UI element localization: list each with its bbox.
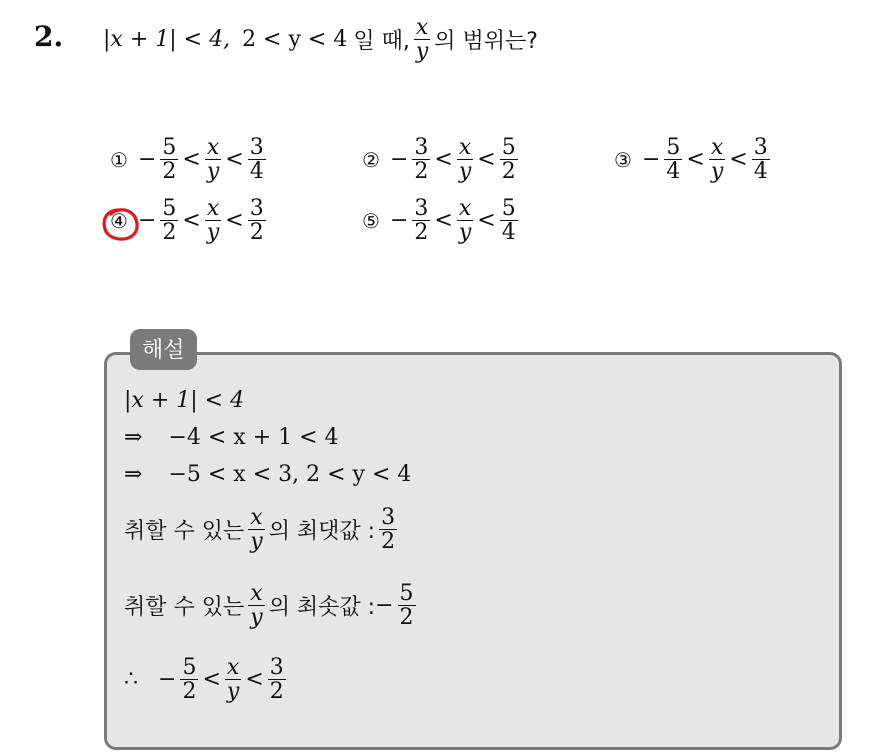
max-label: 의 최댓값 : (268, 519, 376, 545)
fraction-numerator: x (206, 196, 220, 221)
min-label: 의 최솟값 : (268, 595, 376, 621)
fraction-numerator: 5 (501, 196, 516, 221)
less-than: < (182, 147, 201, 173)
fraction-numerator: x (226, 655, 240, 680)
choice-number: ① (110, 147, 128, 172)
fraction-numerator: x (458, 135, 472, 160)
less-than: < (245, 667, 264, 693)
minus-sign: − (137, 208, 157, 234)
solution-line-1 (124, 388, 244, 413)
fraction-numerator: 3 (381, 505, 396, 530)
x-over-y-fraction (248, 582, 264, 629)
less-than: < (434, 147, 453, 173)
fraction-denominator: 2 (162, 220, 177, 246)
fraction-numerator: 3 (414, 135, 429, 160)
fraction-denominator: 4 (753, 159, 768, 185)
condition-y: 2 < y < 4 (242, 27, 348, 53)
implies-arrow: ⇒ (124, 462, 143, 487)
choice-5[interactable] (362, 197, 522, 244)
x-over-y-fraction (457, 136, 473, 183)
minus-sign: − (641, 147, 661, 173)
fraction-denominator: 4 (666, 159, 681, 185)
fraction-denominator: y (250, 529, 263, 555)
less-than: < (202, 667, 221, 693)
choice-number: ③ (614, 147, 632, 172)
fraction-numerator: 3 (414, 196, 429, 221)
less-than: < (225, 208, 244, 234)
fraction-denominator: 4 (249, 159, 264, 185)
solution-line-3 (124, 462, 411, 487)
less-than: < (225, 147, 244, 173)
fraction-denominator: y (226, 679, 240, 705)
left-bound-fraction (412, 136, 430, 183)
x-over-y-fraction (205, 136, 221, 183)
fraction-denominator: 2 (269, 679, 284, 705)
text-ask: 의 범위는? (434, 29, 538, 55)
fraction-numerator: 3 (249, 196, 264, 221)
solution-line-1-text: |x + 1| < 4 (124, 388, 245, 413)
less-than: < (182, 208, 201, 234)
solution-tag: 해설 (130, 329, 197, 370)
fraction-numerator: 3 (269, 655, 284, 680)
fraction-numerator: x (206, 135, 220, 160)
fraction-denominator: y (250, 605, 263, 631)
fraction-numerator: x (250, 505, 263, 530)
x-over-y-fraction (225, 656, 241, 703)
condition-abs: |x + 1| < 4, (103, 27, 231, 53)
choice-number: ④ (110, 208, 128, 233)
minus-sign: − (389, 208, 409, 234)
therefore-symbol: ∴ (124, 667, 138, 693)
solution-conclusion (124, 656, 290, 703)
left-bound-fraction (412, 197, 430, 244)
fraction-denominator: 2 (414, 159, 429, 185)
fraction-numerator: 5 (666, 135, 681, 160)
choice-2[interactable] (362, 136, 522, 183)
minus-sign: − (389, 147, 409, 173)
max-value-fraction (379, 506, 397, 553)
implies-arrow: ⇒ (124, 425, 143, 450)
right-bound-fraction (500, 197, 518, 244)
solution-min-line (124, 582, 420, 629)
fraction-denominator: 2 (381, 529, 396, 555)
fraction-numerator: 3 (249, 135, 264, 160)
answer-circle-mark (99, 205, 143, 245)
right-bound-fraction (500, 136, 518, 183)
left-bound-fraction (160, 136, 178, 183)
fraction-denominator: 2 (399, 605, 414, 631)
less-than: < (477, 147, 496, 173)
final-left-fraction (180, 656, 198, 703)
x-over-y-fraction (414, 16, 430, 63)
fraction-denominator: y (710, 159, 724, 185)
less-than: < (434, 208, 453, 234)
fraction-numerator: x (710, 135, 724, 160)
fraction-numerator: x (458, 196, 472, 221)
fraction-numerator: 5 (399, 581, 414, 606)
question-text (103, 16, 538, 63)
minus-sign: − (137, 147, 157, 173)
min-value-fraction (398, 582, 416, 629)
fraction-denominator: 2 (162, 159, 177, 185)
fraction-numerator: 5 (162, 196, 177, 221)
right-bound-fraction (248, 197, 266, 244)
fraction-denominator: y (458, 220, 472, 246)
fraction-denominator: 4 (501, 220, 516, 246)
fraction-denominator: y (206, 159, 220, 185)
left-bound-fraction (160, 197, 178, 244)
solution-line-2 (124, 425, 339, 450)
minus-sign: − (158, 667, 177, 693)
choice-number: ② (362, 147, 380, 172)
choice-1[interactable] (110, 136, 270, 183)
max-text: 취할 수 있는 (124, 519, 245, 545)
fraction-numerator: 5 (162, 135, 177, 160)
minus-sign: − (375, 593, 394, 619)
fraction-denominator: y (415, 39, 429, 65)
less-than: < (686, 147, 705, 173)
right-bound-fraction (248, 136, 266, 183)
fraction-denominator: 2 (414, 220, 429, 246)
solution-max-line (124, 506, 401, 553)
fraction-denominator: 2 (182, 679, 197, 705)
fraction-denominator: 2 (249, 220, 264, 246)
less-than: < (729, 147, 748, 173)
fraction-numerator: 3 (753, 135, 768, 160)
fraction-numerator: 5 (182, 655, 197, 680)
fraction-numerator: x (415, 15, 429, 40)
less-than: < (477, 208, 496, 234)
fraction-numerator: x (250, 581, 263, 606)
fraction-denominator: y (458, 159, 472, 185)
choice-number: ⑤ (362, 208, 380, 233)
fraction-denominator: y (206, 220, 220, 246)
solution-line-3-text: −5 < x < 3, 2 < y < 4 (168, 462, 412, 487)
x-over-y-fraction (248, 506, 264, 553)
x-over-y-fraction (709, 136, 725, 183)
min-text: 취할 수 있는 (124, 595, 245, 621)
text-when: 일 때, (353, 29, 410, 55)
right-bound-fraction (752, 136, 770, 183)
fraction-denominator: 2 (501, 159, 516, 185)
question-number: 2. (34, 20, 64, 53)
solution-line-2-text: −4 < x + 1 < 4 (168, 425, 339, 450)
choice-3[interactable] (614, 136, 774, 183)
fraction-numerator: 5 (501, 135, 516, 160)
left-bound-fraction (664, 136, 682, 183)
x-over-y-fraction (457, 197, 473, 244)
final-right-fraction (268, 656, 286, 703)
x-over-y-fraction (205, 197, 221, 244)
